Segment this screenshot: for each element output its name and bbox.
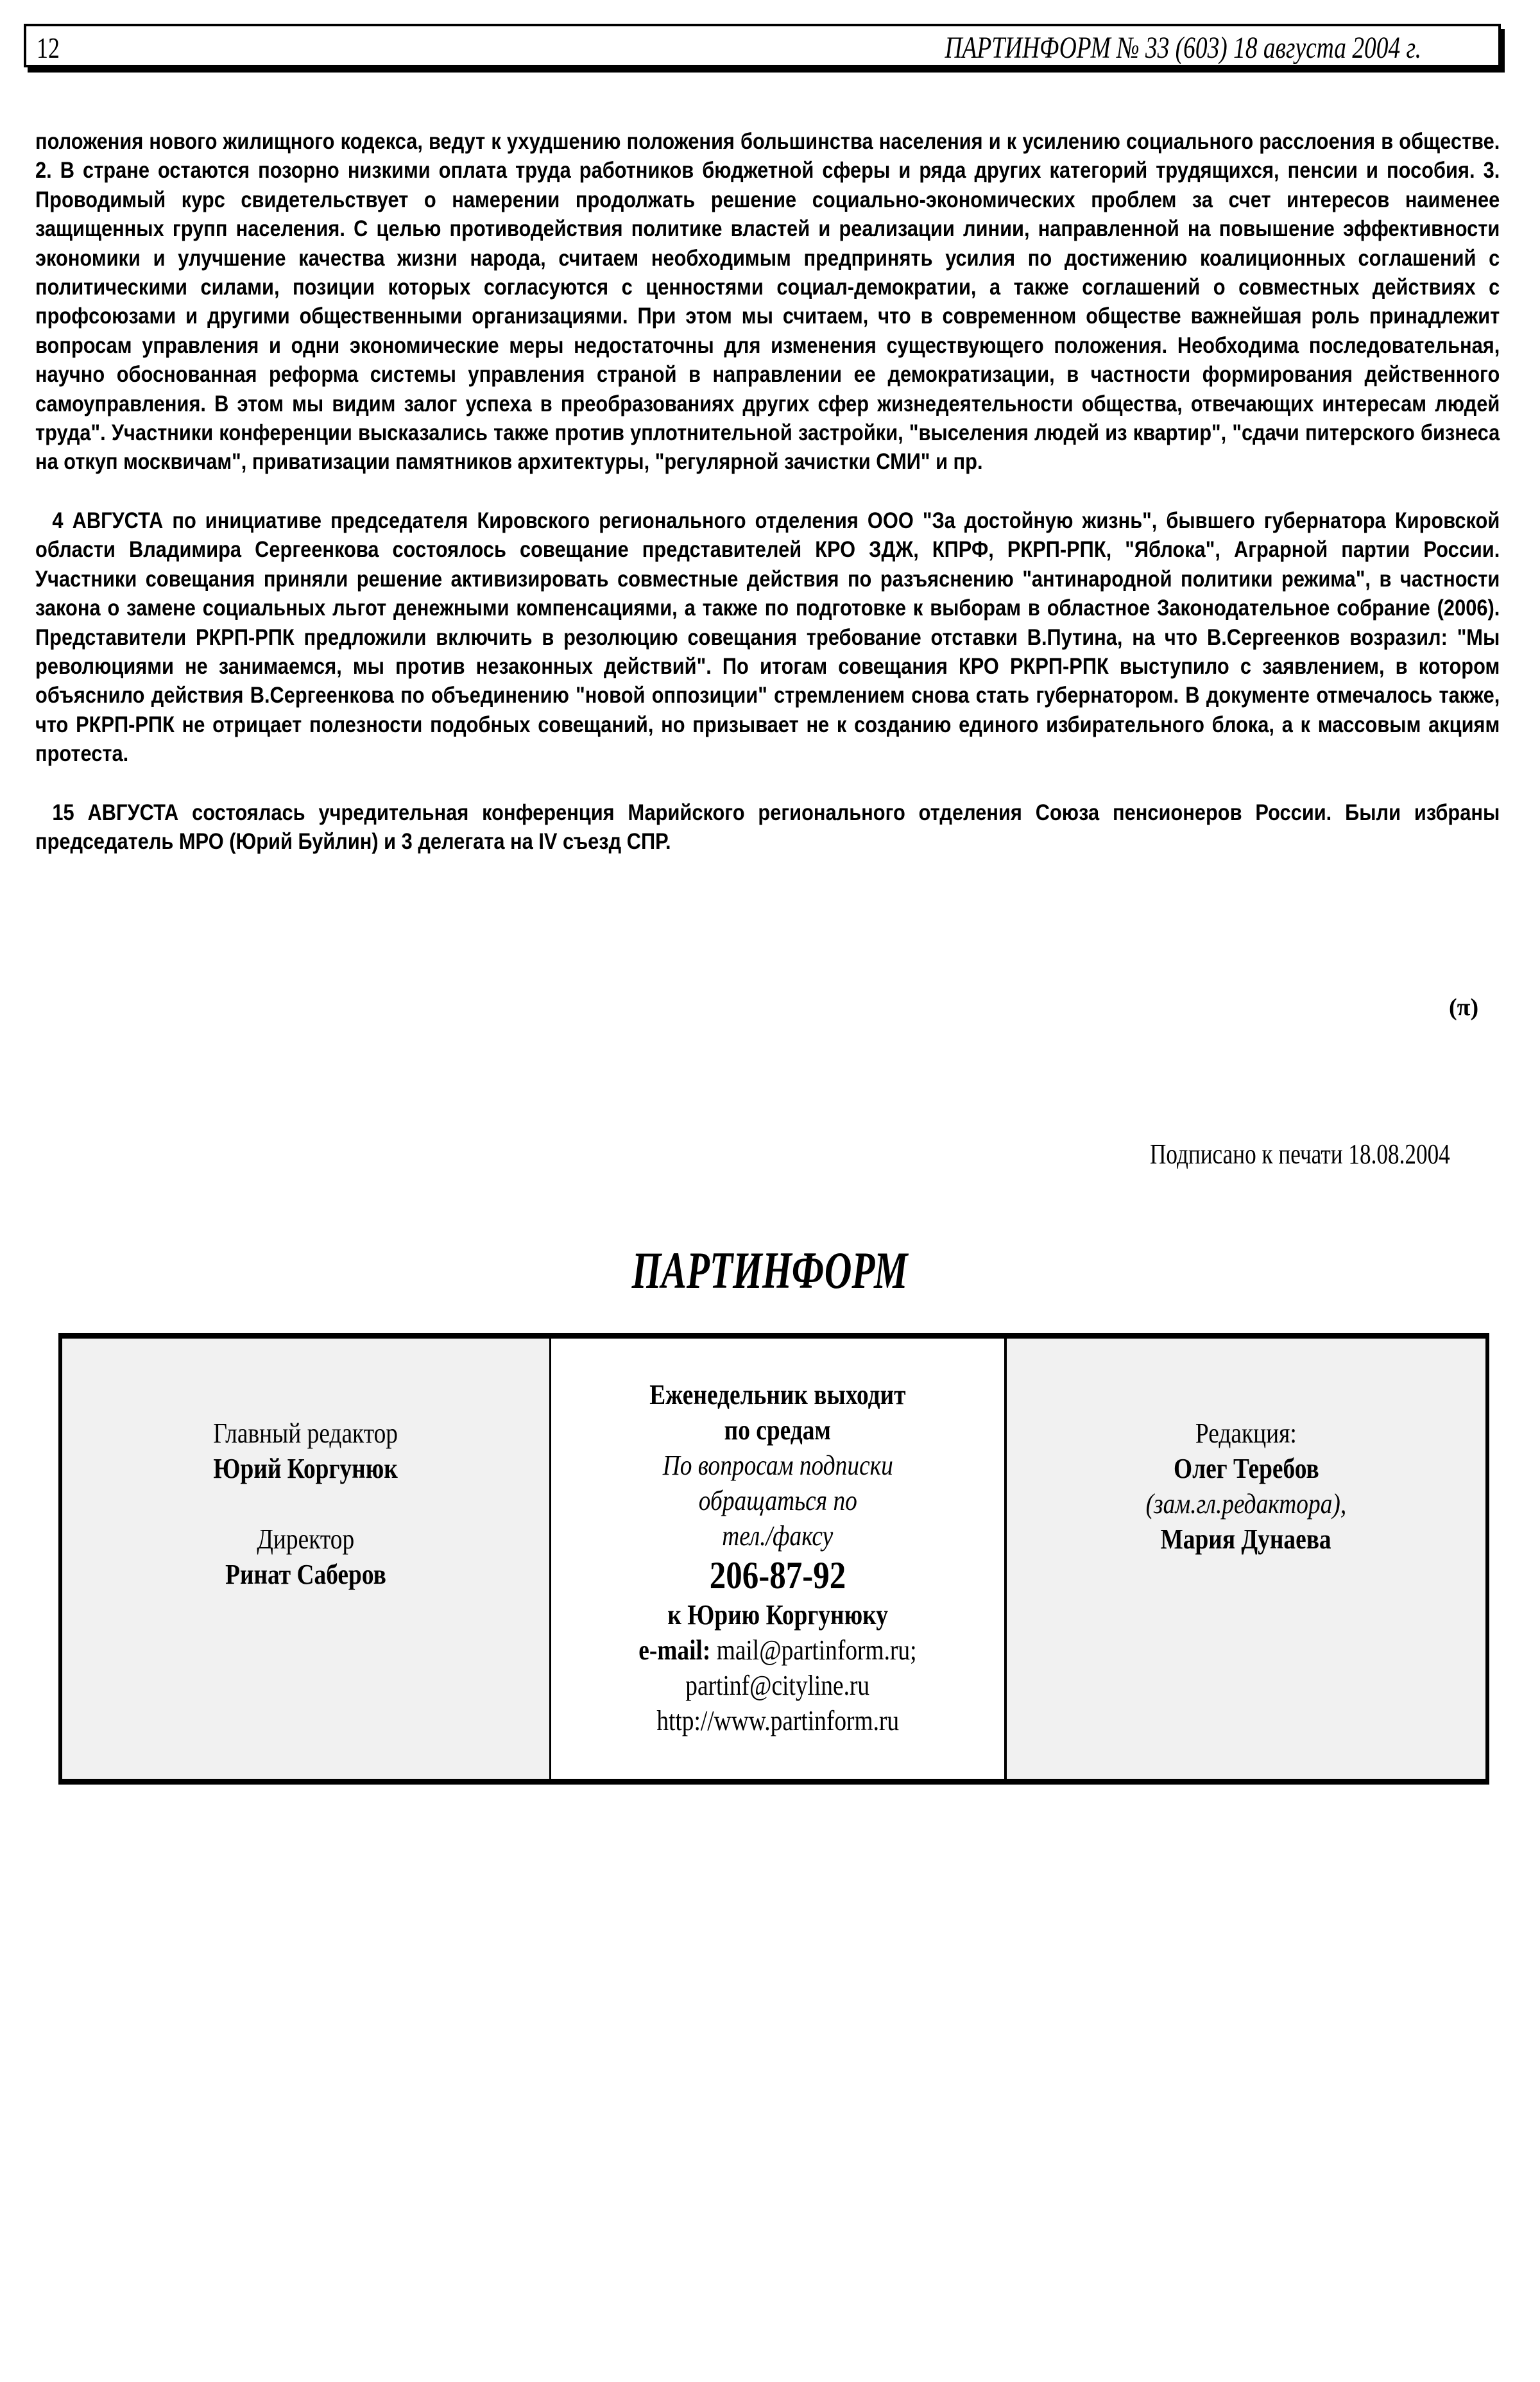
paragraph-text: по инициативе председателя Кировского регионального отделения ООО "За достойную жизнь", бывшего губернатора Кировской области Владимира Сергеенкова состоялось совещание представителей КРО ЗДЖ, КПРФ, РКРП-РПК, "Яблока", Аграрной партии России. Участники совещания приняли решение активизировать совместные действия по разъяснению "антинародной политики режима", в частности закона о замене социальных льгот денежными компенсациями, а также по подготовке к выборам в областное Законодательное собрание (2006). Представители РКРП-РПК предложили включить в резолюцию совещания требование отставки В.Путина, на что В.Сергеенков возразил: "Мы революциями не занимаемся, мы против незаконных действий". По итогам совещания КРО РКРП-РПК выступило с заявлением, в котором объяснило действия В.Сергеенкова по объединению "новой оппозиции" стремлением снова стать губернатором. В документе отмечалось также, что РКРП-РПК не отрицает полезности подобных совещаний, но призывает не к созданию единого избирательного блока, а к массовым акциям протеста. [35, 508, 1500, 767]
email-line [638, 1632, 916, 1668]
contact-person: к Юрию Коргунюку [667, 1599, 888, 1631]
subscription-line2: обращаться по [698, 1485, 857, 1516]
email-label: e-mail: [638, 1634, 711, 1666]
article-paragraph [35, 127, 1500, 477]
editorial-label: Редакция: [1195, 1418, 1297, 1449]
paragraph-date-lead: 15 АВГУСТА [52, 800, 179, 825]
article-paragraph [35, 798, 1500, 857]
editor2-name: Мария Дунаева [1160, 1523, 1332, 1555]
paragraph-text: положения нового жилищного кодекса, ведут к ухудшению положения большинства населения и к усилению социального расслоения в обществе. 2. В стране остаются позорно низкими оплата труда работников бюджетной сферы и ряда других категорий трудящихся, пенсии и пособия. 3. Проводимый курс свидетельствует о намерении продолжать решение социально-экономических проблем за счет интересов наименее защищенных групп населения. С целью противодействия политике властей и реализации линии, направленной на повышение эффективности экономики и улучшение качества жизни народа, считаем необходимым предпринять усилия по достижению коалиционных соглашений с политическими силами, позиции которых согласуются с ценностями социал-демократии, а также соглашений о совместных действиях с профсоюзами и другими общественными организациями. При этом мы считаем, что в современном обществе важнейшая роль принадлежит вопросам управления и одни экономические меры недостаточны для изменения существующего положения. Необходима последовательная, научно обоснованная реформа системы управления страной в направлении ее демократизации, в частности формирования действенного самоуправления. В этом мы видим залог успеха в преобразованиях других сфер жизнедеятельности общества, отвечающих интересам людей труда". Участники конференции высказались также против уплотнительной застройки, "выселения людей из квартир", "сдачи питерского бизнеса на откуп москвичам", приватизации памятников архитектуры, "регулярной зачистки СМИ" и пр. [35, 129, 1500, 475]
page-number: 12 [37, 31, 60, 64]
editor1-role: (зам.гл.редактора), [1145, 1488, 1347, 1520]
imprint-table [58, 1333, 1489, 1785]
chief-editor-label: Главный редактор [213, 1418, 398, 1449]
director-label: Директор [257, 1523, 355, 1555]
phone-number: 206-87-92 [709, 1554, 846, 1597]
email-link-secondary[interactable]: partinf@cityline.ru [685, 1670, 870, 1701]
page-header [24, 24, 1501, 67]
paragraph-text: состоялась учредительная конференция Марийского регионального отделения Союза пенсионеров России. Были избраны председатель МРО (Юрий Буйлин) и 3 делегата на IV съезд СПР. [35, 800, 1500, 854]
subscription-line1: По вопросам подписки [662, 1450, 893, 1481]
editor1-name: Олег Теребов [1173, 1453, 1319, 1484]
article-body [35, 127, 1500, 856]
paragraph-gap [35, 769, 1500, 798]
weekly-schedule-line2: по средам [724, 1414, 832, 1446]
chief-editor-name: Юрий Коргунюк [213, 1453, 398, 1484]
imprint-column-editorial [1007, 1339, 1485, 1779]
signed-to-print: Подписано к печати 18.08.2004 [1150, 1138, 1450, 1170]
website-link[interactable]: http://www.partinform.ru [656, 1705, 899, 1736]
director-name: Ринат Саберов [225, 1559, 386, 1590]
issue-line: ПАРТИНФОРМ № 33 (603) 18 августа 2004 г. [945, 31, 1421, 65]
paragraph-gap [35, 477, 1500, 506]
subscription-line3: тел./факсу [722, 1520, 834, 1552]
imprint-column-contacts [551, 1339, 1007, 1779]
paragraph-date-lead: 4 АВГУСТА [52, 508, 164, 533]
author-signature-mark: (π) [1449, 994, 1479, 1021]
masthead-title: ПАРТИНФОРМ [632, 1241, 908, 1299]
email-link-primary[interactable]: mail@partinform.ru; [716, 1634, 917, 1666]
imprint-column-leadership [62, 1339, 551, 1779]
weekly-schedule-line1: Еженедельник выходит [649, 1379, 906, 1410]
masthead [0, 1242, 1540, 1299]
article-paragraph [35, 506, 1500, 769]
